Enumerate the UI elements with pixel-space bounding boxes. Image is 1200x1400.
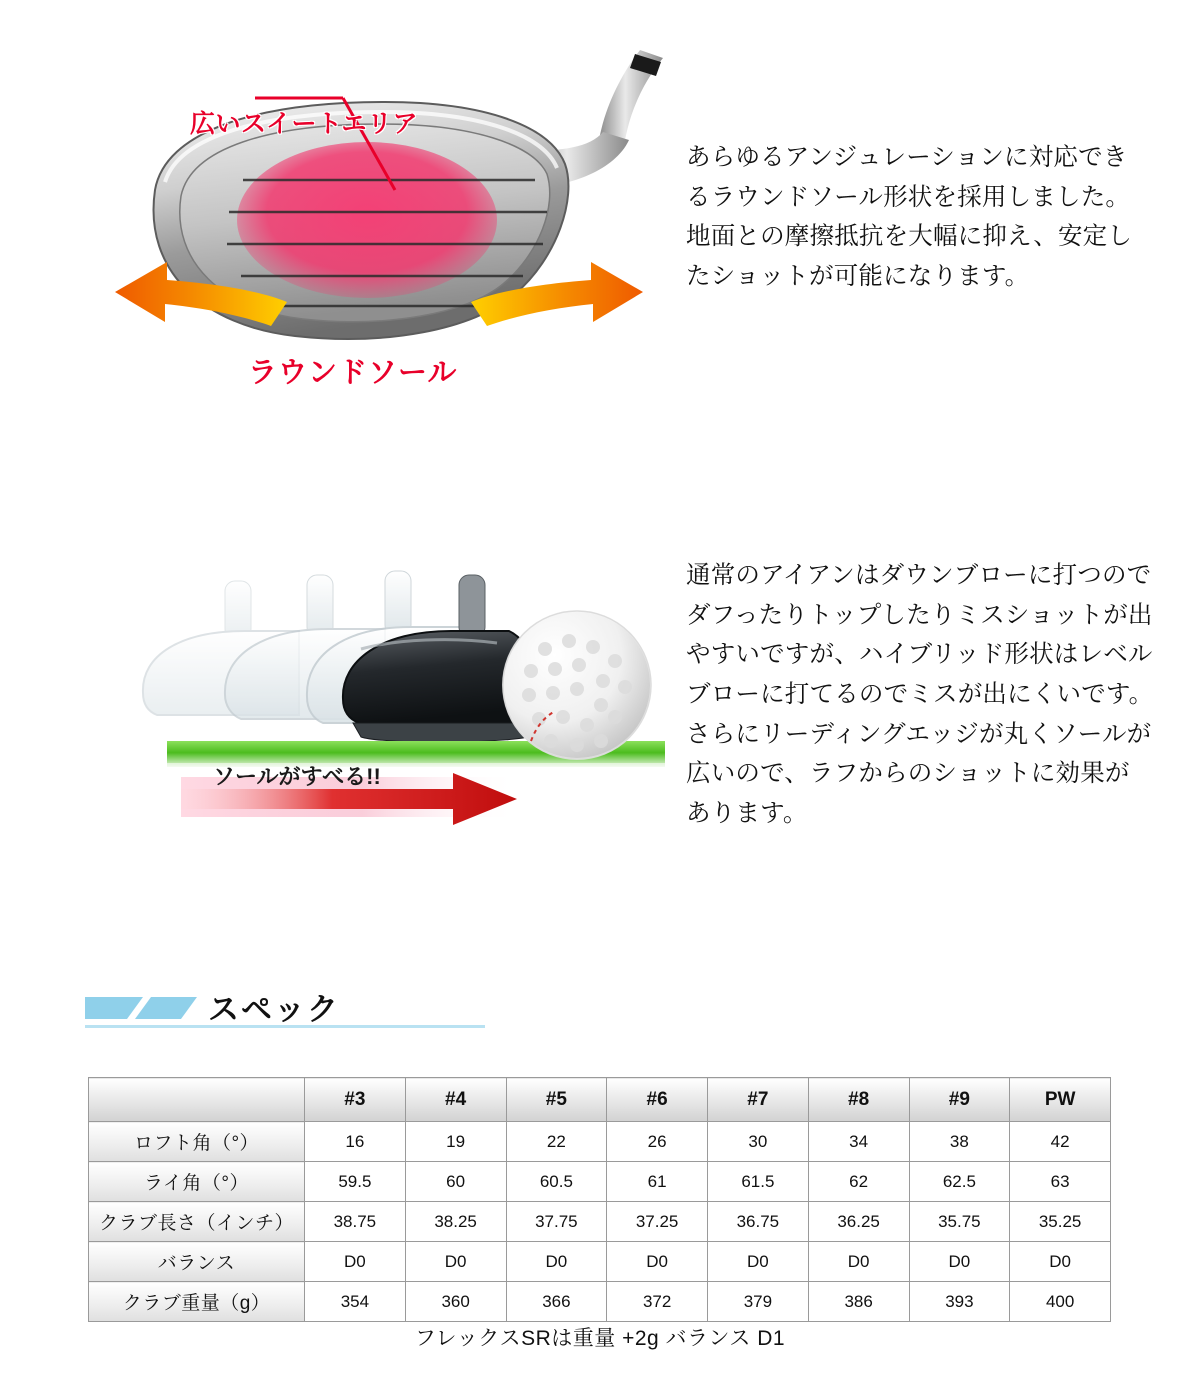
cell: 60 [405, 1162, 506, 1202]
cell: 38.25 [405, 1202, 506, 1242]
cell: 366 [506, 1282, 607, 1322]
cell: 30 [708, 1122, 809, 1162]
cell: 61.5 [708, 1162, 809, 1202]
table-row [89, 1282, 1111, 1322]
spec-table-note: フレックスSRは重量 +2g バランス D1 [414, 1327, 786, 1350]
column-header-6: #6 [607, 1078, 708, 1122]
column-header-8: #8 [808, 1078, 909, 1122]
cell: 393 [909, 1282, 1010, 1322]
feature-section-level-blow [0, 520, 1200, 850]
row-label-lie: ライ角（°） [89, 1162, 305, 1202]
row-label-balance: バランス [89, 1242, 305, 1282]
column-header-5: #5 [506, 1078, 607, 1122]
column-header-4: #4 [405, 1078, 506, 1122]
sweet-area-label: 広いスイートエリア [190, 110, 419, 138]
cell: 22 [506, 1122, 607, 1162]
cell: D0 [405, 1242, 506, 1282]
cell: 379 [708, 1282, 809, 1322]
table-row [89, 1202, 1111, 1242]
sweet-area-highlight [237, 142, 497, 298]
cell: 360 [405, 1282, 506, 1322]
round-sole-label: ラウンドソール [248, 357, 458, 389]
cell: 59.5 [305, 1162, 406, 1202]
cell: D0 [708, 1242, 809, 1282]
row-label-length: クラブ長さ（インチ） [89, 1202, 305, 1242]
club-head-illustration [95, 40, 665, 390]
cell: 38 [909, 1122, 1010, 1162]
cell: D0 [1010, 1242, 1111, 1282]
cell: 61 [607, 1162, 708, 1202]
sole-slide-label: ソールがすべる!! [213, 764, 381, 789]
spec-table [88, 1077, 1111, 1322]
row-label-weight: クラブ重量（g） [89, 1282, 305, 1322]
cell: 60.5 [506, 1162, 607, 1202]
cell: 35.25 [1010, 1202, 1111, 1242]
feature-section-round-sole [0, 0, 1200, 470]
cell: 26 [607, 1122, 708, 1162]
cell: 42 [1010, 1122, 1111, 1162]
golf-ball [503, 611, 651, 759]
cell: 16 [305, 1122, 406, 1162]
round-sole-description: あらゆるアンジュレーションに対応できるラウンドソール形状を採用しました。地面との摩擦抵抗を大幅に抑え、安定したショットが可能になります。 [686, 144, 1133, 291]
spec-table-container [88, 1077, 1110, 1322]
table-row [89, 1162, 1111, 1202]
cell: 400 [1010, 1282, 1111, 1322]
cell: 38.75 [305, 1202, 406, 1242]
cell: D0 [909, 1242, 1010, 1282]
column-header-3: #3 [305, 1078, 406, 1122]
column-header-pw: PW [1010, 1078, 1111, 1122]
cell: 35.75 [909, 1202, 1010, 1242]
column-header-9: #9 [909, 1078, 1010, 1122]
cell: 37.25 [607, 1202, 708, 1242]
cell: 36.75 [708, 1202, 809, 1242]
cell: 63 [1010, 1162, 1111, 1202]
table-header-row [89, 1078, 1111, 1122]
cell: D0 [305, 1242, 406, 1282]
table-corner-cell [89, 1078, 305, 1122]
table-row [89, 1242, 1111, 1282]
cell: 62.5 [909, 1162, 1010, 1202]
cell: 37.75 [506, 1202, 607, 1242]
row-label-loft: ロフト角（°） [89, 1122, 305, 1162]
cell: 354 [305, 1282, 406, 1322]
cell: 34 [808, 1122, 909, 1162]
column-header-7: #7 [708, 1078, 809, 1122]
cell: D0 [506, 1242, 607, 1282]
cell: 386 [808, 1282, 909, 1322]
cell: 19 [405, 1122, 506, 1162]
cell: D0 [607, 1242, 708, 1282]
level-blow-description: 通常のアイアンはダウンブローに打つのでダフったりトップしたりミスショットが出やすいですが、ハイブリッド形状はレベルブローに打てるのでミスが出にくいです。さらにリーディングエッジが丸くソールが広いので、ラフからのショットに効果があります。 [686, 562, 1154, 828]
cell: 372 [607, 1282, 708, 1322]
cell: D0 [808, 1242, 909, 1282]
table-row [89, 1122, 1111, 1162]
cell: 62 [808, 1162, 909, 1202]
cell: 36.25 [808, 1202, 909, 1242]
hybrid-club-head [343, 575, 535, 742]
spec-title: スペック [208, 992, 340, 1027]
